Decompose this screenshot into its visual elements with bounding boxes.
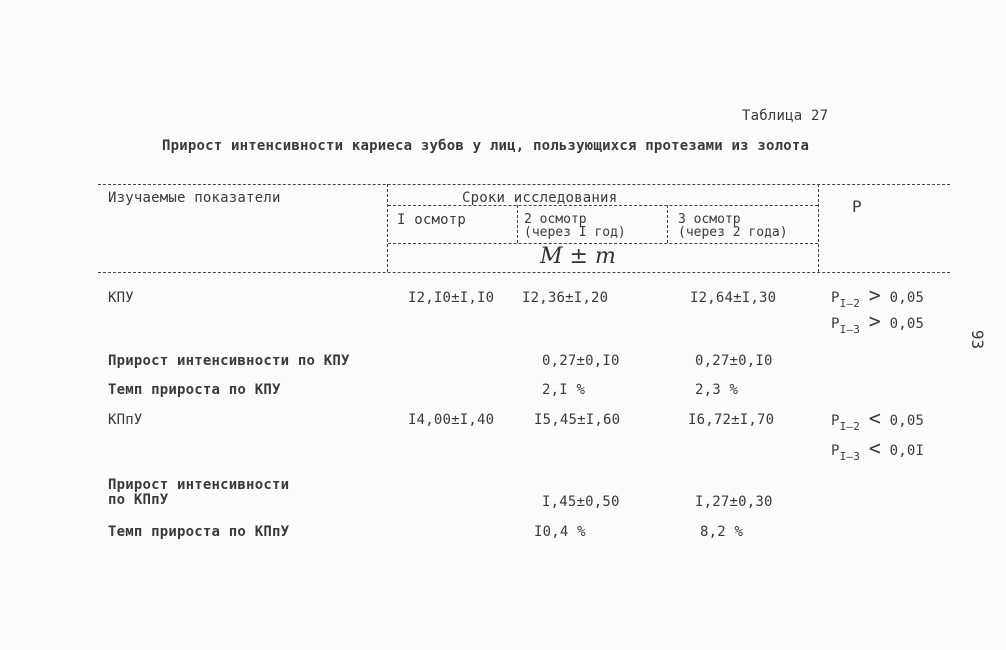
p-relation: < xyxy=(868,406,881,430)
row-kpu-growth-v2: 0,27±0,I0 xyxy=(542,353,620,369)
p-letter: P xyxy=(831,316,840,332)
table-top-rule xyxy=(98,184,950,185)
p-subscript: I–3 xyxy=(839,323,861,336)
row-kppu-growth-label-line2: по КПпУ xyxy=(108,492,169,508)
p-value: 0,05 xyxy=(889,316,925,332)
p-subscript: I–2 xyxy=(839,420,861,433)
p-letter: P xyxy=(831,290,840,306)
p-relation: < xyxy=(868,436,881,460)
row-kpu-growth-label: Прирост интенсивности по КПУ xyxy=(108,353,350,369)
p-relation: > xyxy=(868,309,881,333)
header-exam2-line1: 2 осмотр xyxy=(524,212,587,227)
col-divider-left xyxy=(387,184,388,272)
header-exam1: I осмотр xyxy=(397,212,467,228)
header-periods: Сроки исследования xyxy=(462,190,618,206)
row-kppu-growth-label xyxy=(108,478,289,508)
row-kppu-v1: I4,00±I,40 xyxy=(408,412,495,428)
p-value: 0,05 xyxy=(889,413,925,429)
row-kppu-v3: I6,72±I,70 xyxy=(688,412,775,428)
header-exam2 xyxy=(524,213,626,239)
row-kppu-rate-label: Темп прироста по КПпУ xyxy=(108,524,290,540)
col-divider-right xyxy=(818,184,819,272)
row-kpu-p12 xyxy=(831,283,925,310)
header-exam3-line1: 3 осмотр xyxy=(678,212,741,227)
col-divider-exam12 xyxy=(517,205,518,243)
header-indicators: Изучаемые показатели xyxy=(108,190,281,206)
row-kppu-growth-label-line1: Прирост интенсивности xyxy=(108,477,290,493)
row-kpu-p13 xyxy=(831,309,925,336)
header-exam3 xyxy=(678,213,788,239)
header-stat: M ± m xyxy=(540,244,616,269)
row-kpu-growth-v3: 0,27±0,I0 xyxy=(695,353,773,369)
page-number: 93 xyxy=(968,329,988,350)
header-exam2-line2: (через I год) xyxy=(524,225,626,240)
p-relation: > xyxy=(868,283,881,307)
row-kppu-rate-v3: 8,2 % xyxy=(700,524,744,540)
row-kppu-growth-v3: I,27±0,30 xyxy=(695,494,773,510)
row-kpu-label: КПУ xyxy=(108,290,134,306)
header-p: Р xyxy=(852,197,862,216)
p-letter: P xyxy=(831,413,840,429)
row-kpu-v2: I2,36±I,20 xyxy=(522,290,609,306)
row-kpu-rate-v3: 2,3 % xyxy=(695,382,739,398)
col-divider-exam23 xyxy=(667,205,668,243)
row-kpu-v1: I2,I0±I,I0 xyxy=(408,290,495,306)
header-bottom-rule xyxy=(98,272,950,273)
p-subscript: I–3 xyxy=(839,450,861,463)
header-exam3-line2: (через 2 года) xyxy=(678,225,788,240)
row-kppu-label: КПпУ xyxy=(108,412,143,428)
row-kpu-rate-label: Темп прироста по КПУ xyxy=(108,382,281,398)
table-label: Таблица 27 xyxy=(742,108,829,124)
p-subscript: I–2 xyxy=(839,297,861,310)
row-kppu-v2: I5,45±I,60 xyxy=(534,412,621,428)
row-kpu-rate-v2: 2,I % xyxy=(542,382,586,398)
row-kppu-growth-v2: I,45±0,50 xyxy=(542,494,620,510)
row-kpu-v3: I2,64±I,30 xyxy=(690,290,777,306)
row-kppu-p12 xyxy=(831,406,925,433)
p-letter: P xyxy=(831,443,840,459)
row-kppu-rate-v2: I0,4 % xyxy=(534,524,586,540)
row-kppu-p13 xyxy=(831,436,925,463)
p-value: 0,0I xyxy=(889,443,925,459)
p-value: 0,05 xyxy=(889,290,925,306)
table-title: Прирост интенсивности кариеса зубов у лиц, пользующихся протезами из золота xyxy=(162,138,810,154)
